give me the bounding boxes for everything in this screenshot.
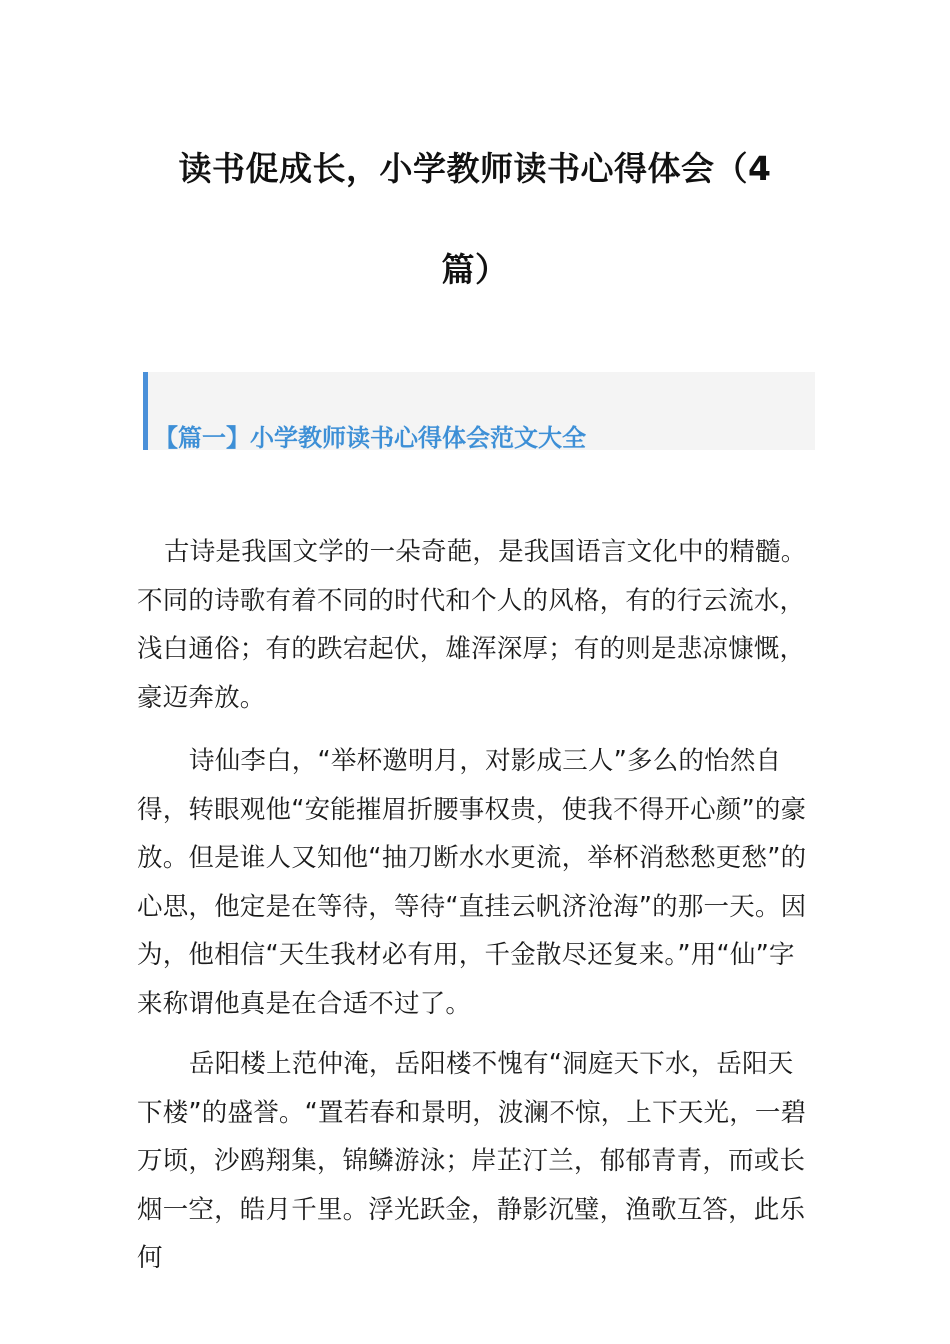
document-title-line-2: 篇） [441, 250, 509, 289]
paragraph-1: 古诗是我国文学的一朵奇葩，是我国语言文化中的精髓。不同的诗歌有着不同的时代和个人的风格，有的行云流水，浅白通俗；有的跌宕起伏，雄浑深厚；有的则是悲凉慷慨，豪迈奔放。 [137, 537, 807, 713]
section-heading-box [143, 372, 815, 450]
section-heading: 【篇一】小学教师读书心得体会范文大全 [154, 424, 586, 452]
document-title-line-1: 读书促成长，小学教师读书心得体会（4 [178, 149, 772, 188]
paragraph-3: 岳阳楼上范仲淹，岳阳楼不愧有“洞庭天下水，岳阳天下楼”的盛誉。“置若春和景明，波澜不惊，上下天光，一碧万顷，沙鸥翔集，锦鳞游泳；岸芷汀兰，郁郁青青，而或长烟一空，皓月千里。浮光跃金，静影沉璧，渔歌互答，此乐何 [137, 1049, 807, 1274]
paragraph-2: 诗仙李白，“举杯邀明月，对影成三人”多么的怡然自得，转眼观他“安能摧眉折腰事权贵，使我不得开心颜”的豪放。但是谁人又知他“抽刀断水水更流，举杯消愁愁更愁”的心思，他定是在等待，等待“直挂云帆济沧海”的那一天。因为，他相信“天生我材必有用，千金散尽还复来。”用“仙”字来称谓他真是在合适不过了。 [137, 746, 807, 1019]
